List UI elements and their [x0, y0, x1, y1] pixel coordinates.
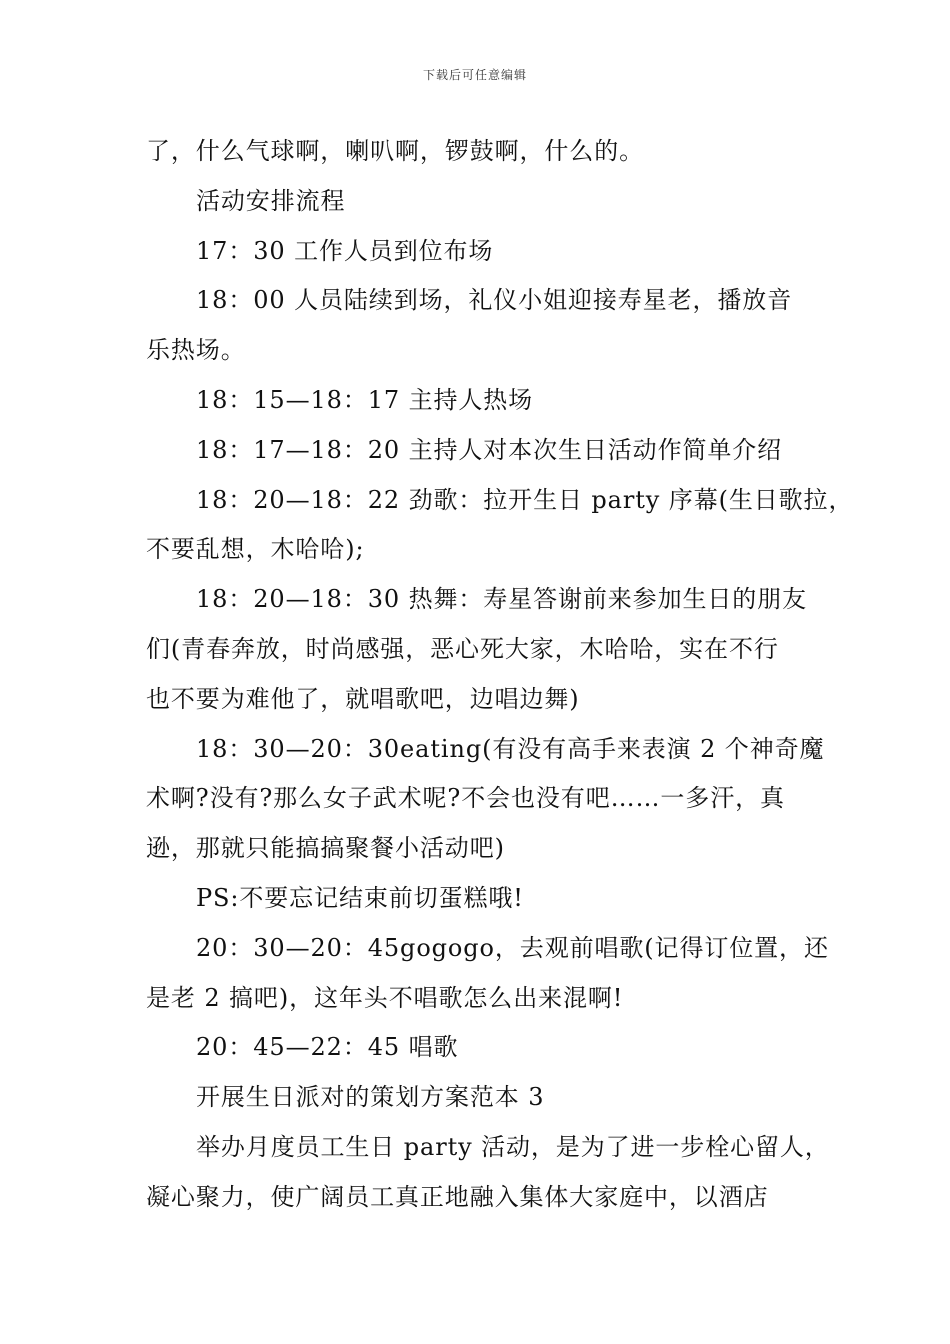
paragraph-line: 开展生日派对的策划方案范本 3: [196, 1083, 545, 1112]
paragraph-line: 18：15—18：17 主持人热场: [196, 385, 534, 414]
document-body: [146, 127, 854, 1223]
paragraph-line: 逊，那就只能搞搞聚餐小活动吧): [146, 834, 505, 863]
paragraph-line: PS:不要忘记结束前切蛋糕哦!: [196, 883, 524, 912]
paragraph-line: 18：17—18：20 主持人对本次生日活动作简单介绍: [196, 435, 783, 464]
paragraph-line: 18：00 人员陆续到场，礼仪小姐迎接寿星老，播放音: [196, 286, 793, 315]
paragraph-line: 了，什么气球啊，喇叭啊，锣鼓啊，什么的。: [146, 137, 644, 165]
paragraph-line: 18：30—20：30eating(有没有高手来表演 2 个神奇魔: [196, 734, 825, 763]
page-header: 下载后可任意编辑: [422, 68, 527, 82]
paragraph-line: 20：45—22：45 唱歌: [196, 1033, 459, 1062]
paragraph-line: 是老 2 搞吧)，这年头不唱歌怎么出来混啊!: [146, 983, 624, 1012]
paragraph-line: 20：30—20：45gogogo，去观前唱歌(记得订位置，还: [196, 933, 829, 962]
paragraph-line: 17：30 工作人员到位布场: [196, 236, 494, 265]
paragraph-line: 乐热场。: [146, 336, 246, 365]
paragraph-line: 18：20—18：22 劲歌：拉开生日 party 序幕(生日歌拉，: [196, 485, 854, 514]
paragraph-line: 不要乱想，木哈哈);: [146, 535, 365, 564]
paragraph-line: 术啊?没有?那么女子武术呢?不会也没有吧……一多汗，真: [146, 784, 785, 813]
paragraph-line: 凝心聚力，使广阔员工真正地融入集体大家庭中，以酒店: [146, 1182, 769, 1211]
paragraph-line: 也不要为难他了，就唱歌吧，边唱边舞): [146, 684, 580, 713]
paragraph-line: 18：20—18：30 热舞：寿星答谢前来参加生日的朋友: [196, 585, 807, 614]
paragraph-line: 们(青春奔放，时尚感强，恶心死大家，木哈哈，实在不行: [146, 634, 779, 663]
paragraph-line: 举办月度员工生日 party 活动，是为了进一步栓心留人，: [196, 1132, 830, 1161]
paragraph-line: 活动安排流程: [196, 186, 346, 215]
